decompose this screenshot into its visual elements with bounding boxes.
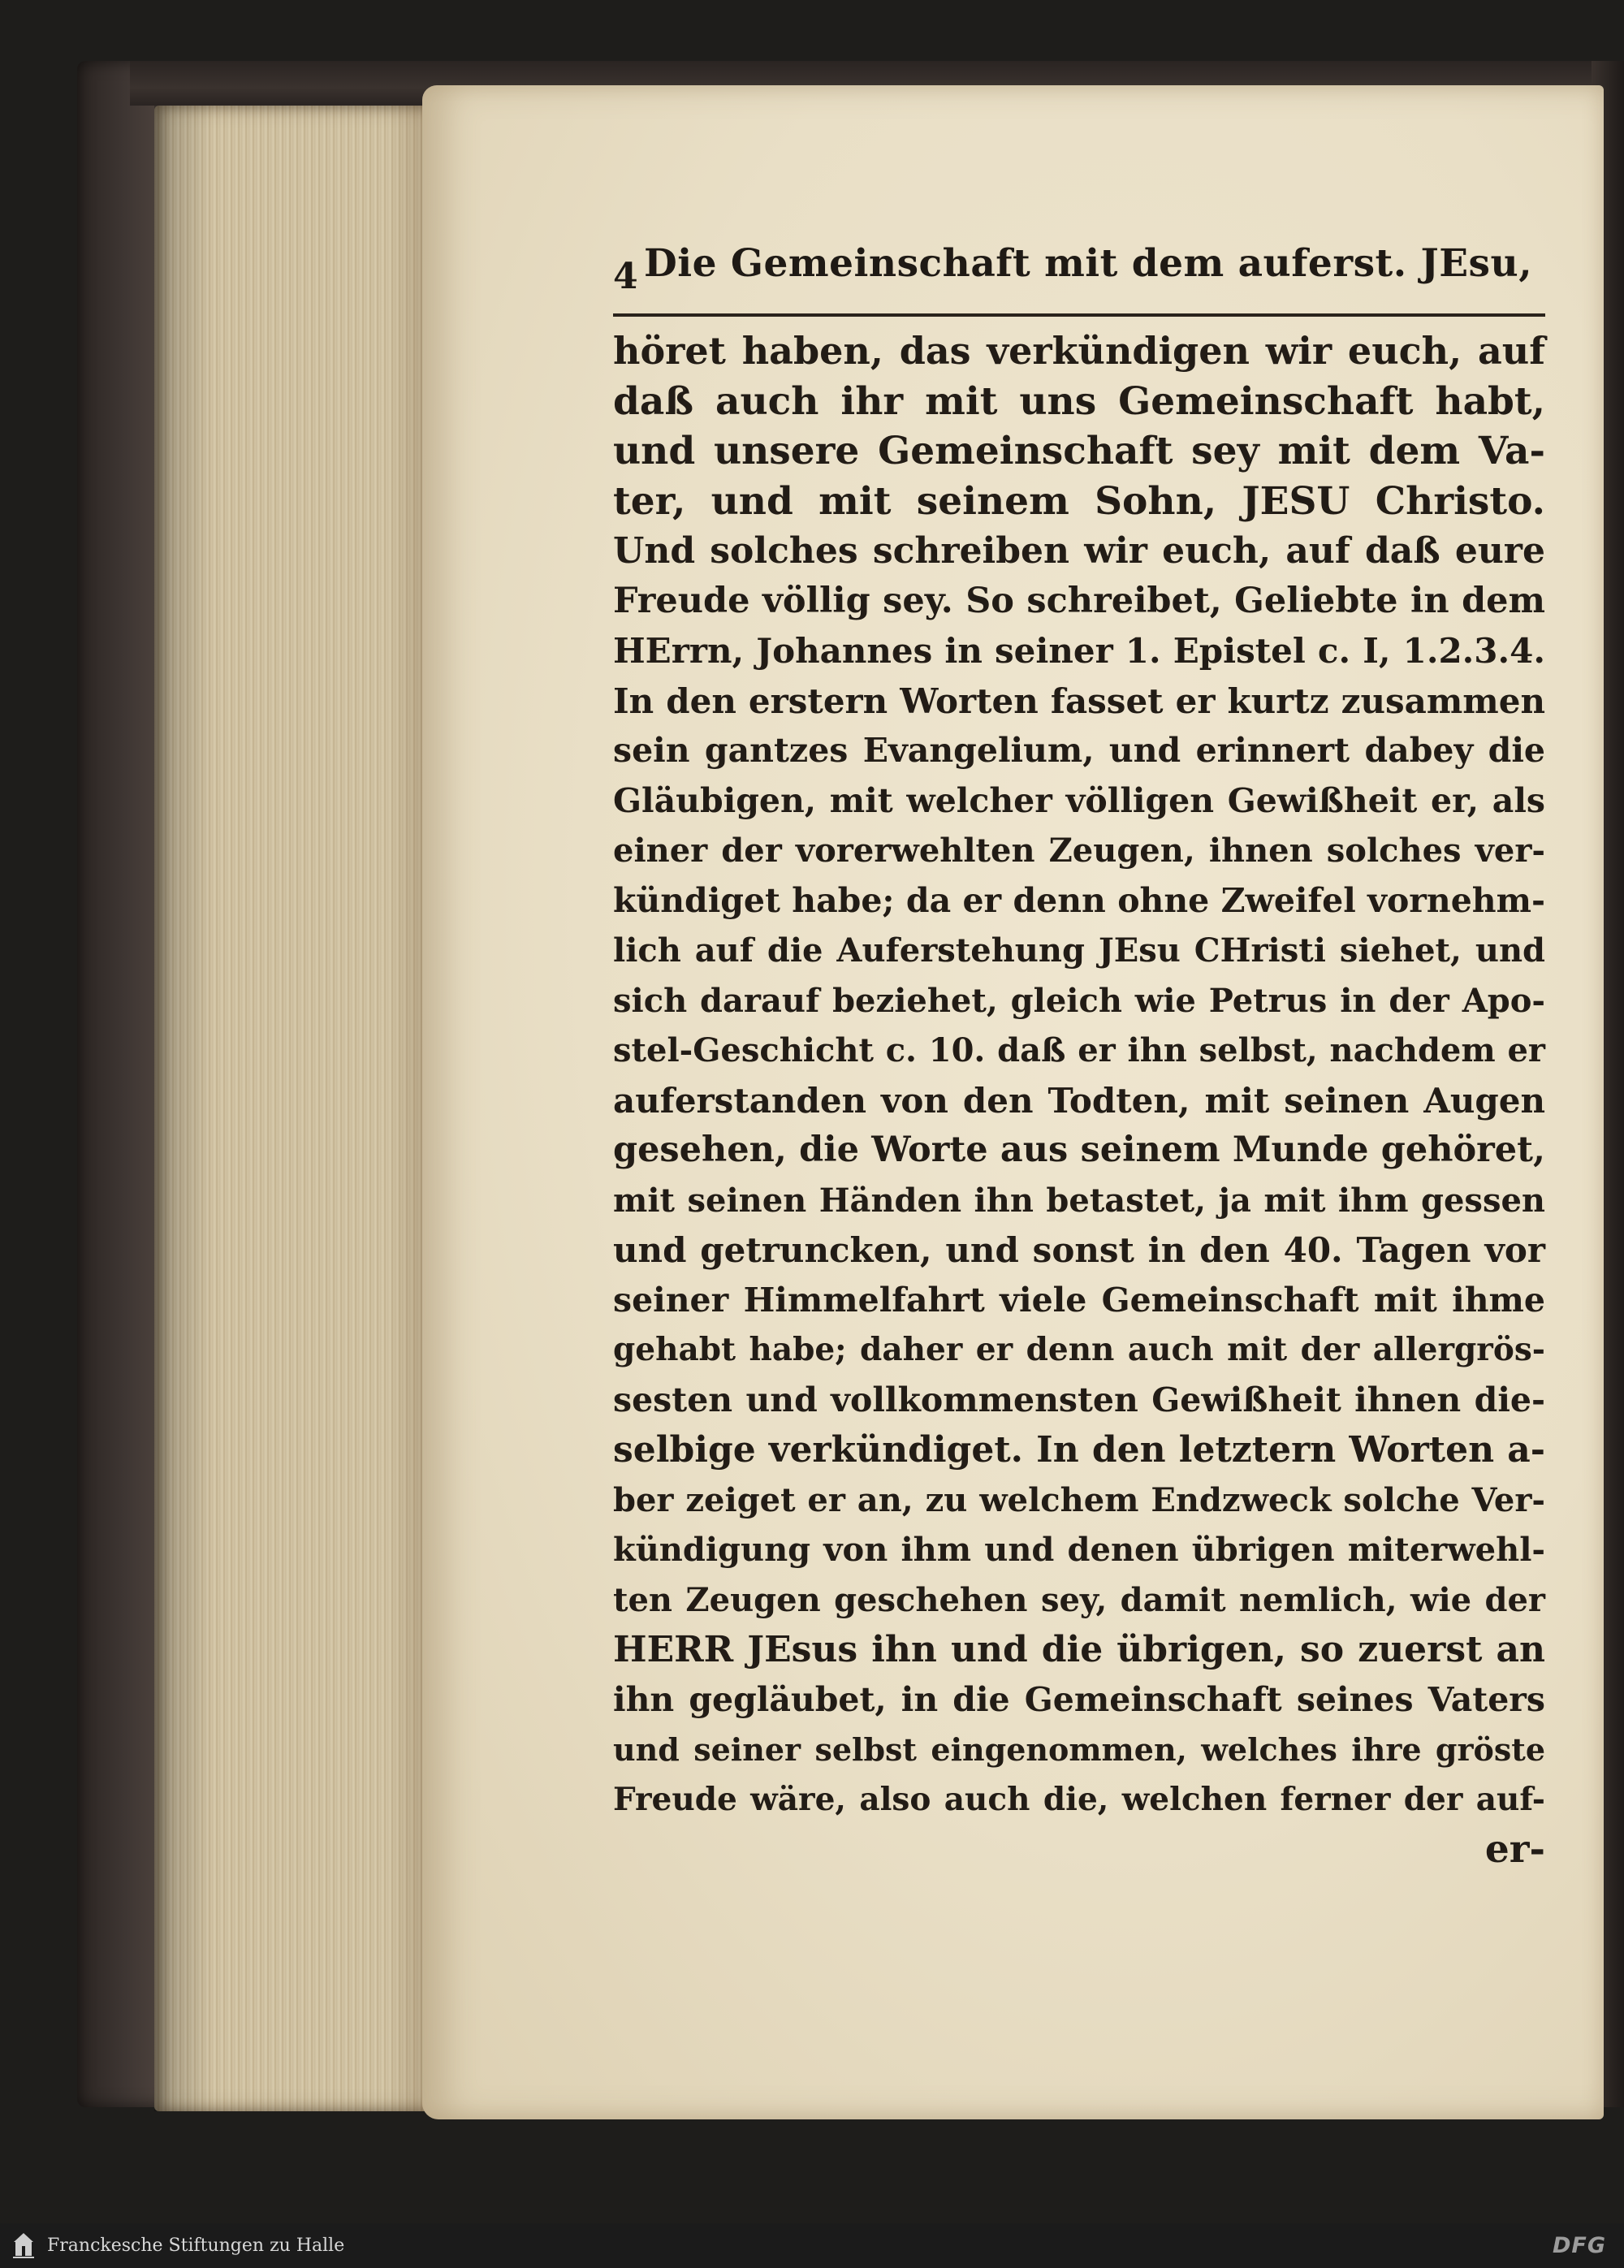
text-line: gesehen, die Worte aus seinem Munde gehöret, bbox=[613, 1130, 1545, 1170]
text-line: ten Zeugen geschehen sey, damit nemlich, wie der bbox=[613, 1580, 1545, 1619]
text-line: ter, und mit seinem Sohn, JESU Christo. bbox=[613, 478, 1545, 524]
text-line: HErrn, Johannes in seiner 1. Epistel c. I, 1.2.3.4. bbox=[613, 631, 1545, 671]
dfg-logo: DFG bbox=[1552, 2233, 1606, 2258]
page-content bbox=[613, 233, 1563, 1875]
text-line: und getruncken, und sonst in den 40. Tagen vor bbox=[613, 1230, 1545, 1270]
body-text bbox=[613, 326, 1563, 1825]
text-line: einer der vorerwehlten Zeugen, ihnen solches ver- bbox=[613, 832, 1545, 870]
page-edges bbox=[154, 106, 447, 2111]
text-line: kündiget habe; da er denn ohne Zweifel vornehm- bbox=[613, 880, 1545, 920]
text-line: HERR JEsus ihn und die übrigen, so zuerst an bbox=[613, 1629, 1545, 1670]
running-head bbox=[613, 233, 1563, 310]
text-line: und seiner selbst eingenommen, welches ihre gröste bbox=[613, 1731, 1545, 1768]
page-number: 4 bbox=[613, 256, 639, 297]
text-line: Und solches schreiben wir euch, auf daß eure bbox=[613, 530, 1545, 572]
text-line: Freude völlig sey. So schreibet, Geliebte in dem bbox=[613, 580, 1545, 621]
footer-bar bbox=[0, 2223, 1624, 2268]
text-line: höret haben, das verkündigen wir euch, auf bbox=[613, 329, 1545, 373]
francke-foundations-logo-icon bbox=[11, 2230, 36, 2261]
text-line: ber zeiget er an, zu welchem Endzweck solche Ver- bbox=[613, 1480, 1545, 1519]
text-line: In den erstern Worten fasset er kurtz zusammen bbox=[613, 680, 1545, 721]
text-line: seiner Himmelfahrt viele Gemeinschaft mit ihme bbox=[613, 1280, 1545, 1320]
text-line: mit seinen Händen ihn betastet, ja mit ihm gessen bbox=[613, 1181, 1545, 1220]
text-line: sich darauf beziehet, gleich wie Petrus in der Apo- bbox=[613, 981, 1545, 1020]
text-line: und unsere Gemeinschaft sey mit dem Va- bbox=[613, 429, 1545, 473]
text-line: stel-Geschicht c. 10. daß er ihn selbst, nachdem er bbox=[613, 1031, 1545, 1069]
catchword: er- bbox=[1484, 1827, 1545, 1872]
head-rule bbox=[613, 313, 1545, 317]
text-line: sesten und vollkommensten Gewißheit ihnen die- bbox=[613, 1380, 1545, 1419]
text-line: Freude wäre, also auch die, welchen ferner der auf- bbox=[613, 1780, 1545, 1818]
text-line: lich auf die Auferstehung JEsu CHristi siehet, und bbox=[613, 931, 1545, 970]
text-line: daß auch ihr mit uns Gemeinschaft habt, bbox=[613, 378, 1545, 424]
institution-name: Franckesche Stiftungen zu Halle bbox=[47, 2236, 345, 2256]
text-line: gehabt habe; daher er denn auch mit der allergrös- bbox=[613, 1331, 1545, 1368]
text-line: ihn gegläubet, in die Gemeinschaft seines Vaters bbox=[613, 1679, 1545, 1719]
text-line: selbige verkündiget. In den letztern Worten a- bbox=[613, 1429, 1545, 1471]
text-line: kündigung von ihm und denen übrigen miterwehl- bbox=[613, 1531, 1545, 1569]
text-line: auferstanden von den Todten, mit seinen Augen bbox=[613, 1080, 1545, 1121]
text-line: sein gantzes Evangelium, und erinnert dabey die bbox=[613, 731, 1545, 770]
running-title: Die Gemeinschaft mit dem auferst. JEsu, bbox=[644, 241, 1533, 286]
book-page bbox=[422, 85, 1604, 2119]
text-line: Gläubigen, mit welcher völligen Gewißheit er, als bbox=[613, 780, 1545, 820]
